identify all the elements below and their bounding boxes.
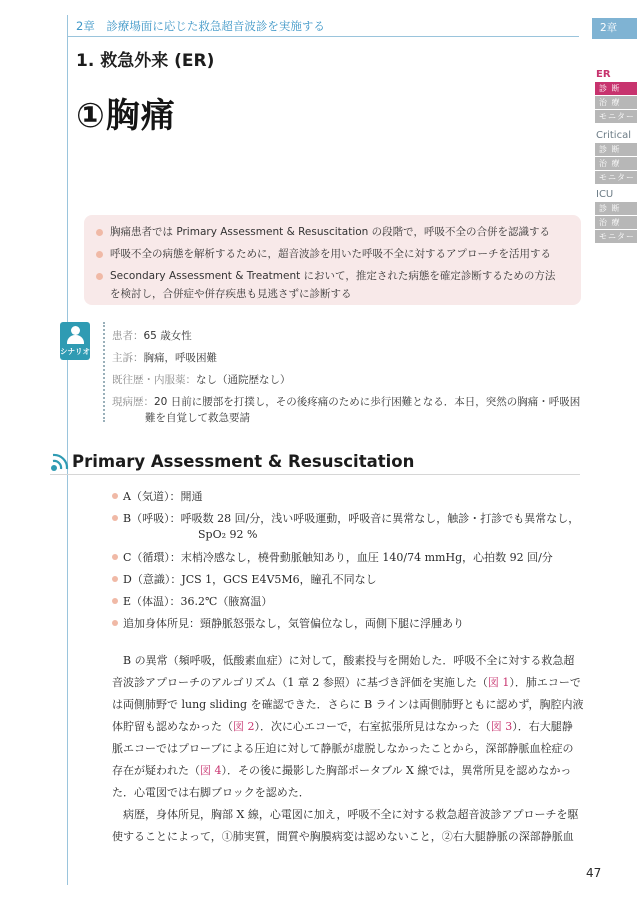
bullet-dot-icon — [112, 515, 118, 521]
bullet-dot-icon — [112, 598, 118, 604]
figure-reference-link[interactable]: 図 3 — [490, 720, 513, 733]
body-line — [112, 674, 581, 690]
body-text: 存在が疑われた（ — [112, 764, 200, 777]
assessment-breathing — [123, 510, 579, 526]
assessment-value: JCS 1，GCS E4V5M6，瞳孔不同なし — [181, 573, 377, 586]
person-head-icon — [71, 326, 80, 335]
body-text: ）．右大腿静 — [512, 720, 573, 733]
body-line: 病歴，身体所見，胸部 X 線，心電図に加え，呼吸不全に対する救急超音波診アプローチを駆 — [123, 808, 579, 821]
side-item-er-diagnosis[interactable]: 診 断 — [595, 82, 637, 95]
scenario-dotted-line — [103, 322, 105, 422]
scenario-complaint — [112, 350, 217, 365]
page-title: ①胸痛 — [76, 96, 176, 136]
scenario-value: 胸痛，呼吸困難 — [143, 352, 217, 364]
scenario-value: なし（通院歴なし） — [196, 374, 291, 386]
bullet-dot-icon — [112, 554, 118, 560]
assessment-exposure — [123, 593, 272, 609]
body-text: ）．肺エコーで — [509, 676, 581, 689]
objective-item-continued: を検討し，合併症や併存疾患も見逃さずに診断する — [110, 288, 352, 300]
assessment-value: 呼吸数 28 回/分，浅い呼吸運動，呼吸音に異常なし，触診・打診でも異常なし， — [180, 512, 580, 525]
assessment-value: 開通 — [180, 490, 203, 503]
body-text: ）．その後に撮影した胸部ポータブル X 線では，異常所見を認めなかっ — [221, 764, 572, 777]
bullet-dot-icon — [112, 493, 118, 499]
side-item-icu-diagnosis[interactable]: 診 断 — [595, 202, 637, 215]
side-tab-chapter[interactable]: 2章 — [592, 18, 637, 39]
scenario-label: 既往歴・内服薬： — [112, 374, 196, 386]
assessment-additional — [123, 615, 464, 631]
person-body-icon — [67, 335, 84, 344]
objective-item: 呼吸不全の病態を解析するために，超音波診を用いた呼吸不全に対するアプローチを活用する — [110, 248, 551, 260]
scenario-value: 20 日前に腰部を打撲し，その後疼痛のために歩行困難となる．本日，突然の胸痛・呼吸困 — [154, 396, 581, 408]
objective-item: Secondary Assessment & Treatment において，推定された病態を確定診断するための方法 — [110, 270, 556, 282]
figure-reference-link[interactable]: 図 4 — [200, 764, 222, 777]
side-item-critical-diagnosis[interactable]: 診 断 — [595, 143, 637, 156]
assessment-disability — [123, 571, 377, 587]
scenario-label: 患者： — [112, 330, 144, 342]
left-margin-rule — [67, 15, 68, 885]
body-line — [112, 718, 573, 734]
scenario-value: 65 歳女性 — [143, 330, 192, 342]
signal-waves-icon — [50, 452, 70, 472]
assessment-label: D（意識）： — [123, 573, 182, 586]
header-rule — [67, 36, 579, 37]
page-number: 47 — [586, 866, 602, 880]
figure-reference-link[interactable]: 図 1 — [487, 676, 510, 689]
assessment-breathing-spo2: SpO₂ 92 % — [198, 528, 258, 541]
body-line: B の異常（頻呼吸，低酸素血症）に対して，酸素投与を開始した．呼吸不全に対する救急超 — [123, 654, 575, 667]
section-title: 1. 救急外来 (ER) — [76, 51, 215, 71]
bullet-dot-icon — [96, 251, 103, 258]
bullet-dot-icon — [96, 229, 103, 236]
body-line: 使することによって，①肺実質，間質や胸膜病変は認めないこと，②右大腿静脈の深部静脈血 — [112, 830, 574, 843]
assessment-airway — [123, 488, 202, 504]
assessment-label: C（循環）： — [123, 551, 181, 564]
bullet-dot-icon — [112, 620, 118, 626]
objective-item: 胸痛患者では Primary Assessment & Resuscitation の段階で，呼吸不全の合併を認識する — [110, 226, 550, 238]
assessment-label: E（体温）： — [123, 595, 181, 608]
scenario-history — [112, 372, 291, 387]
assessment-label: B（呼吸）： — [123, 512, 181, 525]
side-item-icu-treatment[interactable]: 治 療 — [595, 216, 637, 229]
assessment-value: 頸静脈怒張なし，気管偏位なし，両側下腿に浮腫あり — [200, 617, 464, 630]
scenario-label: 現病歴： — [112, 396, 154, 408]
side-item-icu-monitor[interactable]: モニター — [595, 230, 637, 243]
scenario-patient — [112, 328, 192, 343]
scenario-present-illness — [112, 394, 580, 409]
side-category-critical[interactable]: Critical — [596, 130, 631, 141]
figure-reference-link[interactable]: 図 2 — [233, 720, 255, 733]
scenario-present-illness-cont: 難を自覚して救急要請 — [145, 412, 250, 424]
body-line — [112, 762, 571, 778]
body-line: た．心電図では右脚ブロックを認めた． — [112, 786, 310, 799]
side-item-critical-monitor[interactable]: モニター — [595, 171, 637, 184]
side-category-icu[interactable]: ICU — [596, 189, 614, 200]
side-item-er-monitor[interactable]: モニター — [595, 110, 637, 123]
chapter-header: 2章 診療場面に応じた救急超音波診を実施する — [76, 19, 325, 33]
assessment-value: 36.2℃（腋窩温） — [180, 595, 273, 608]
side-category-er[interactable]: ER — [596, 69, 611, 80]
side-item-er-treatment[interactable]: 治 療 — [595, 96, 637, 109]
scenario-icon-label: シナリオ — [60, 347, 90, 356]
body-line: は両側肺野で lung sliding を確認できた．さらに B ラインは両側肺野ともに認めず，胸腔内液 — [112, 698, 584, 711]
scenario-label: 主訴： — [112, 352, 144, 364]
body-text: 音波診アプローチのアルゴリズム（1 章 2 参照）に基づき評価を実施した（ — [112, 676, 488, 689]
bullet-dot-icon — [96, 273, 103, 280]
assessment-label: A（気道）： — [123, 490, 181, 503]
assessment-value: 末梢冷感なし，橈骨動脈触知あり，血圧 140/74 mmHg，心拍数 92 回/分 — [180, 551, 553, 564]
bullet-dot-icon — [112, 576, 118, 582]
side-item-critical-treatment[interactable]: 治 療 — [595, 157, 637, 170]
primary-assessment-heading: Primary Assessment & Resuscitation — [72, 452, 415, 471]
heading-underline — [50, 474, 580, 475]
assessment-label: 追加身体所見： — [123, 617, 200, 630]
body-line: 脈エコーではプローブによる圧迫に対して静脈が虚脱しなかったことから，深部静脈血栓症の — [112, 742, 574, 755]
assessment-circulation — [123, 549, 553, 565]
body-text: ）．次に心エコーで，右室拡張所見はなかった（ — [254, 720, 491, 733]
body-text: 体貯留も認めなかった（ — [112, 720, 233, 733]
